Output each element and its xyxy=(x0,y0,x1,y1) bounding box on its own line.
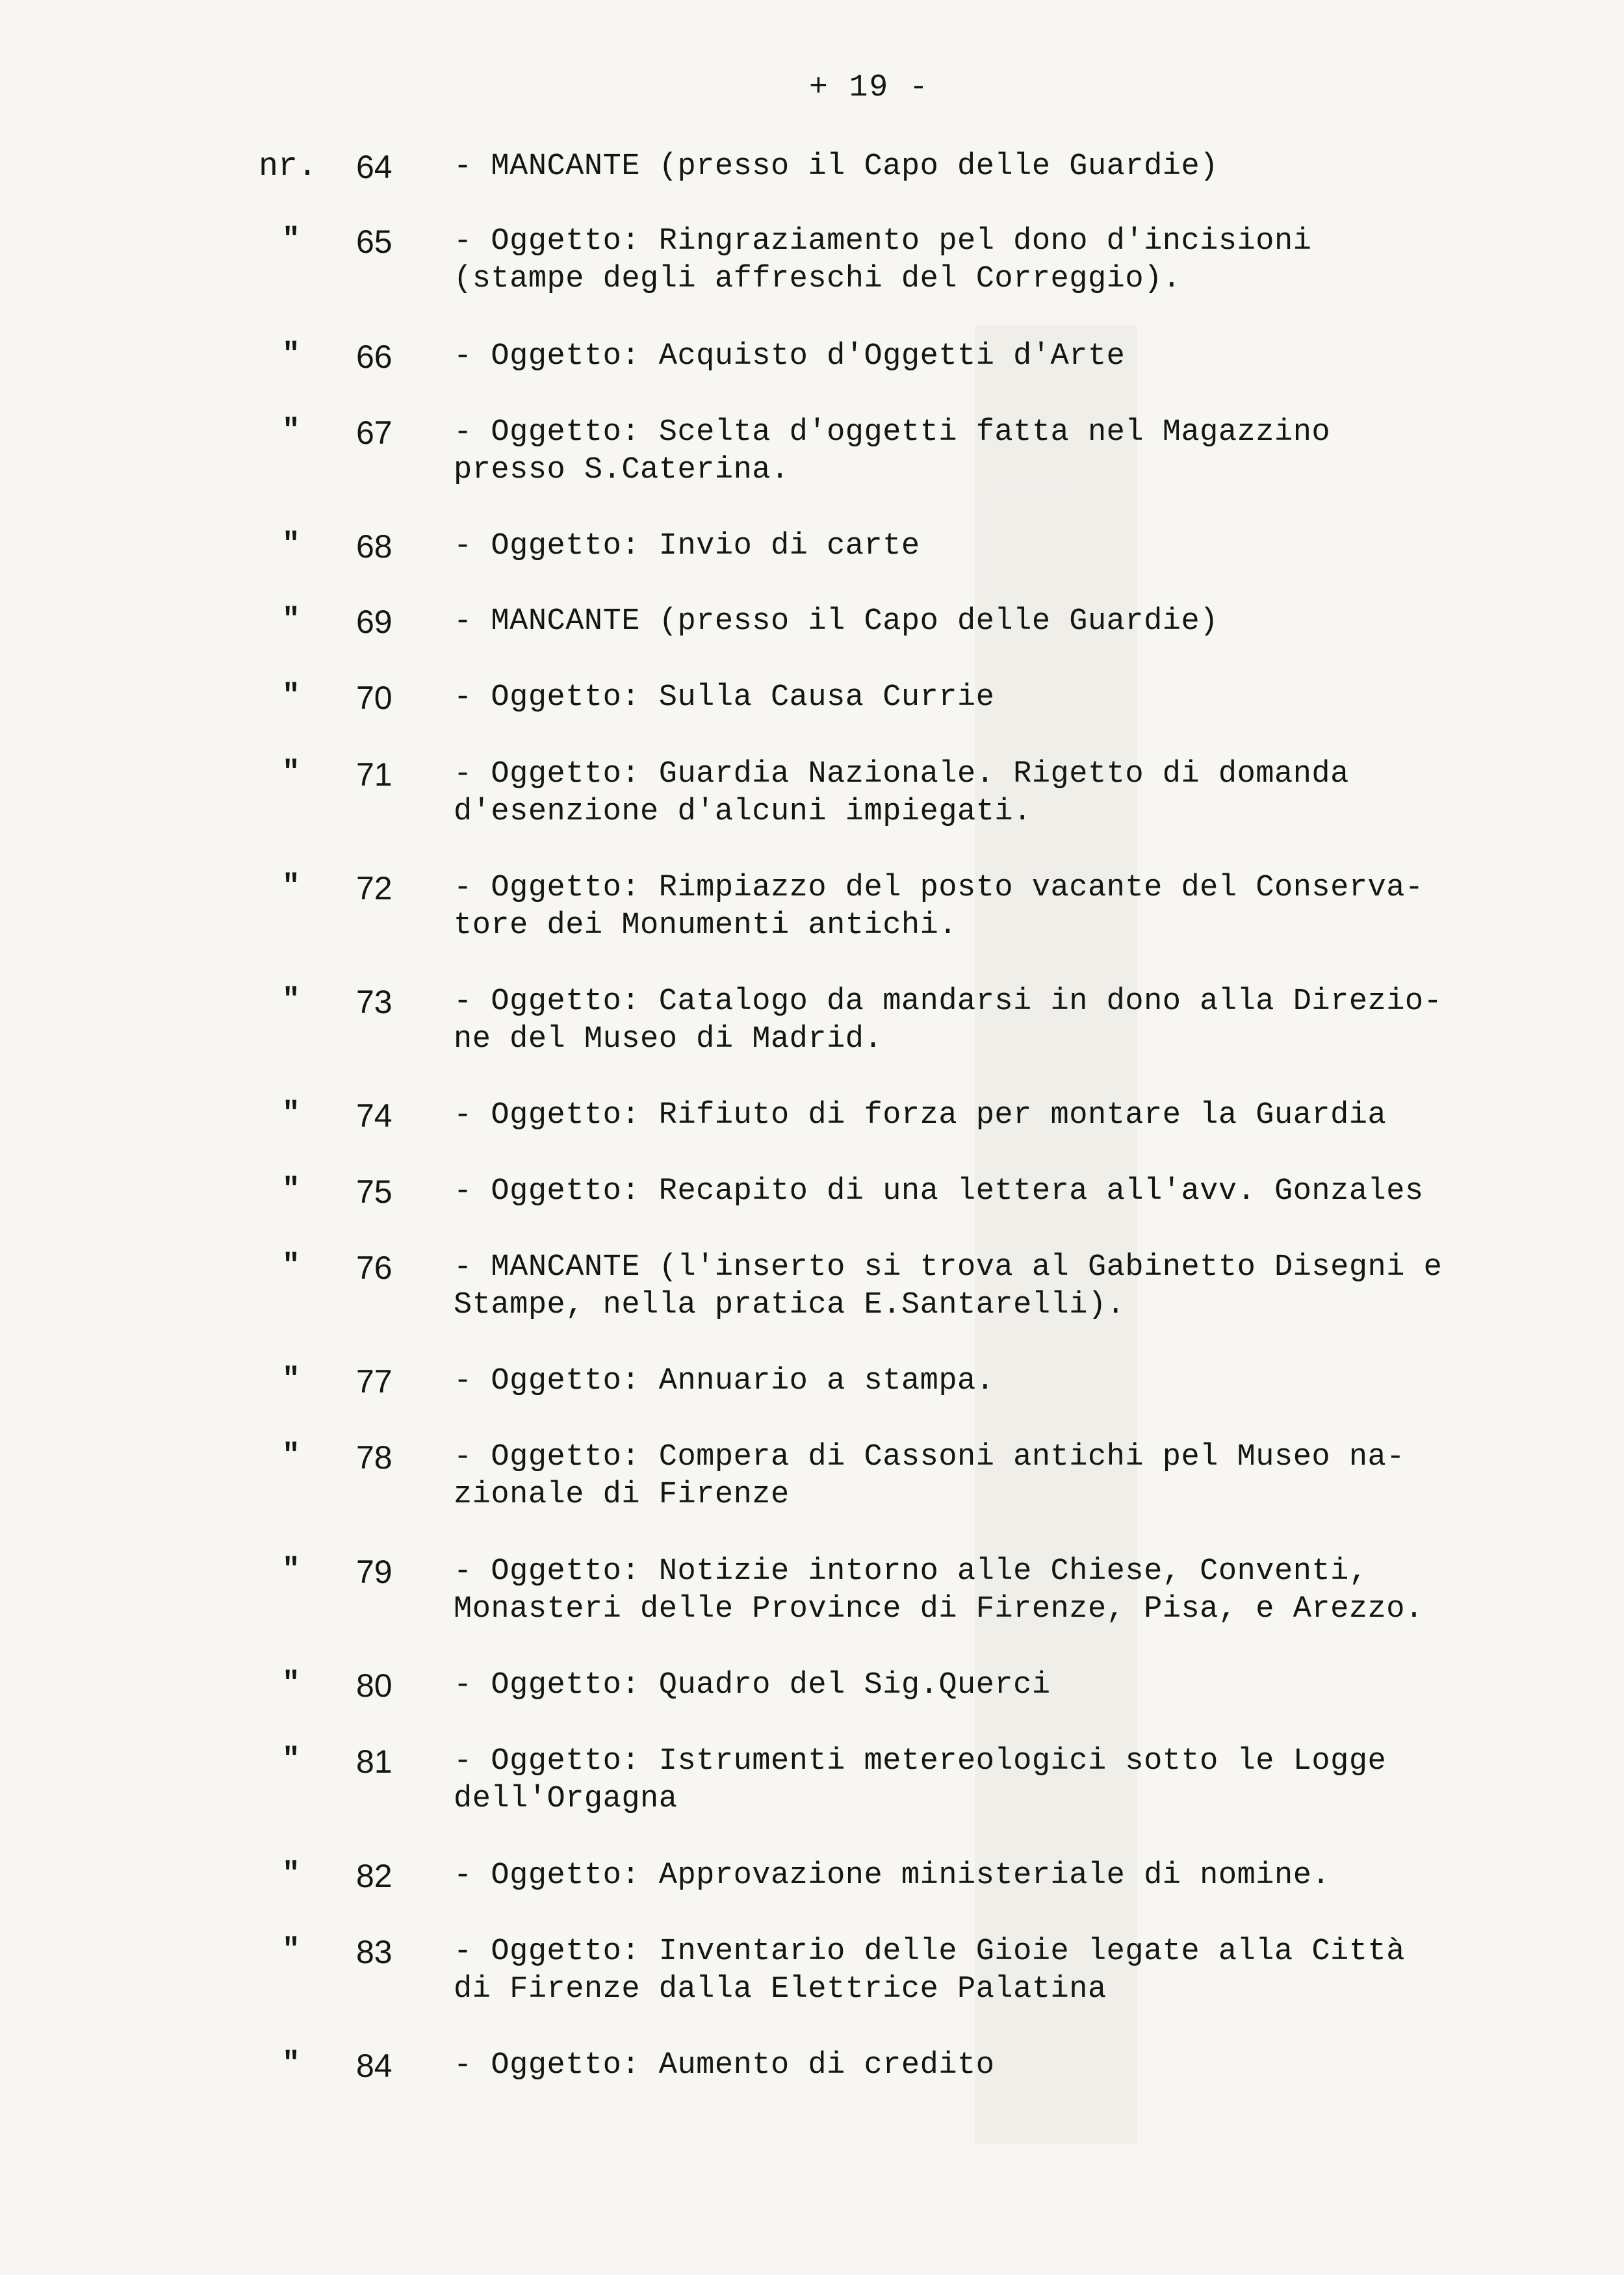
ditto-mark: " xyxy=(282,1743,300,1777)
ditto-mark: " xyxy=(282,1667,300,1701)
entry-number: 84 xyxy=(356,2048,393,2084)
ditto-mark: " xyxy=(282,1097,300,1131)
entry-number: 77 xyxy=(356,1363,393,1400)
entry-number: 83 xyxy=(356,1934,393,1970)
ditto-mark: " xyxy=(282,983,300,1017)
entry-number: 79 xyxy=(356,1554,393,1590)
entry-number: 80 xyxy=(356,1667,393,1704)
ditto-mark: " xyxy=(282,1173,300,1207)
entry-number: 75 xyxy=(356,1174,393,1210)
entry-prefix: nr. xyxy=(259,148,318,185)
ditto-mark: " xyxy=(282,603,300,637)
ditto-mark: " xyxy=(282,756,300,790)
entry-text: - Oggetto: Sulla Causa Currie xyxy=(454,680,995,715)
entry-number: 74 xyxy=(356,1098,393,1134)
entry-number: 65 xyxy=(356,224,393,260)
ditto-mark: " xyxy=(282,1553,300,1587)
entry-text: - Oggetto: Inventario delle Gioie legate alla Città di Firenze dalla Elettrice Palatina xyxy=(454,1934,1405,2007)
ditto-mark: " xyxy=(282,338,300,372)
entry-text: - MANCANTE (l'inserto si trova al Gabinetto Disegni e Stampe, nella pratica E.Santarelli). xyxy=(454,1250,1443,1322)
entry-text: - Oggetto: Scelta d'oggetti fatta nel Magazzino presso S.Caterina. xyxy=(454,415,1331,487)
ditto-mark: " xyxy=(282,1363,300,1396)
entry-text: - Oggetto: Rimpiazzo del posto vacante del Conserva- tore dei Monumenti antichi. xyxy=(454,871,1424,943)
entry-text: - Oggetto: Catalogo da mandarsi in dono alla Direzio- ne del Museo di Madrid. xyxy=(454,984,1443,1057)
ditto-mark: " xyxy=(282,1857,300,1891)
entry-number: 66 xyxy=(356,339,393,375)
entry-number: 81 xyxy=(356,1743,393,1780)
entry-number: 72 xyxy=(356,870,393,906)
entry-text: - Oggetto: Compera di Cassoni antichi pel Museo na- zionale di Firenze xyxy=(454,1440,1405,1512)
entry-number: 73 xyxy=(356,984,393,1020)
entry-number: 71 xyxy=(356,756,393,793)
ditto-mark: " xyxy=(282,223,300,257)
ditto-mark: " xyxy=(282,1249,300,1283)
entry-text: - MANCANTE (presso il Capo delle Guardie) xyxy=(454,604,1218,639)
entry-number: 64 xyxy=(356,149,393,185)
entry-text: - Oggetto: Rifiuto di forza per montare la Guardia xyxy=(454,1098,1387,1133)
entry-text: - Oggetto: Invio di carte xyxy=(454,529,920,563)
ditto-mark: " xyxy=(282,528,300,561)
ditto-mark: " xyxy=(282,679,300,713)
entry-text: - Oggetto: Annuario a stampa. xyxy=(454,1364,995,1398)
ditto-mark: " xyxy=(282,1439,300,1472)
entry-number: 78 xyxy=(356,1439,393,1476)
ditto-mark: " xyxy=(282,2047,300,2081)
entry-number: 76 xyxy=(356,1250,393,1286)
page-number: + 19 - xyxy=(809,70,929,105)
ditto-mark: " xyxy=(282,414,300,448)
entry-text: - Oggetto: Ringraziamento pel dono d'incisioni (stampe degli affreschi del Correggio). xyxy=(454,224,1312,296)
entry-text: - Oggetto: Recapito di una lettera all'avv. Gonzales xyxy=(454,1174,1424,1209)
entry-number: 68 xyxy=(356,528,393,565)
entry-number: 70 xyxy=(356,680,393,716)
entry-text: - MANCANTE (presso il Capo delle Guardie) xyxy=(454,149,1218,184)
entry-text: - Oggetto: Notizie intorno alle Chiese, Conventi, Monasteri delle Province di Firenze, Pisa, e Arezzo. xyxy=(454,1554,1424,1626)
entry-text: - Oggetto: Istrumenti metereologici sotto le Logge dell'Orgagna xyxy=(454,1744,1387,1816)
ditto-mark: " xyxy=(282,869,300,903)
entry-number: 67 xyxy=(356,415,393,451)
entry-text: - Oggetto: Approvazione ministeriale di nomine. xyxy=(454,1858,1331,1893)
ditto-mark: " xyxy=(282,1933,300,1967)
entry-number: 69 xyxy=(356,604,393,640)
entry-number: 82 xyxy=(356,1858,393,1894)
entry-text: - Oggetto: Acquisto d'Oggetti d'Arte xyxy=(454,339,1126,374)
entry-text: - Oggetto: Guardia Nazionale. Rigetto di domanda d'esenzione d'alcuni impiegati. xyxy=(454,757,1349,829)
entry-text: - Oggetto: Aumento di credito xyxy=(454,2048,995,2083)
entry-text: - Oggetto: Quadro del Sig.Querci xyxy=(454,1668,1051,1703)
